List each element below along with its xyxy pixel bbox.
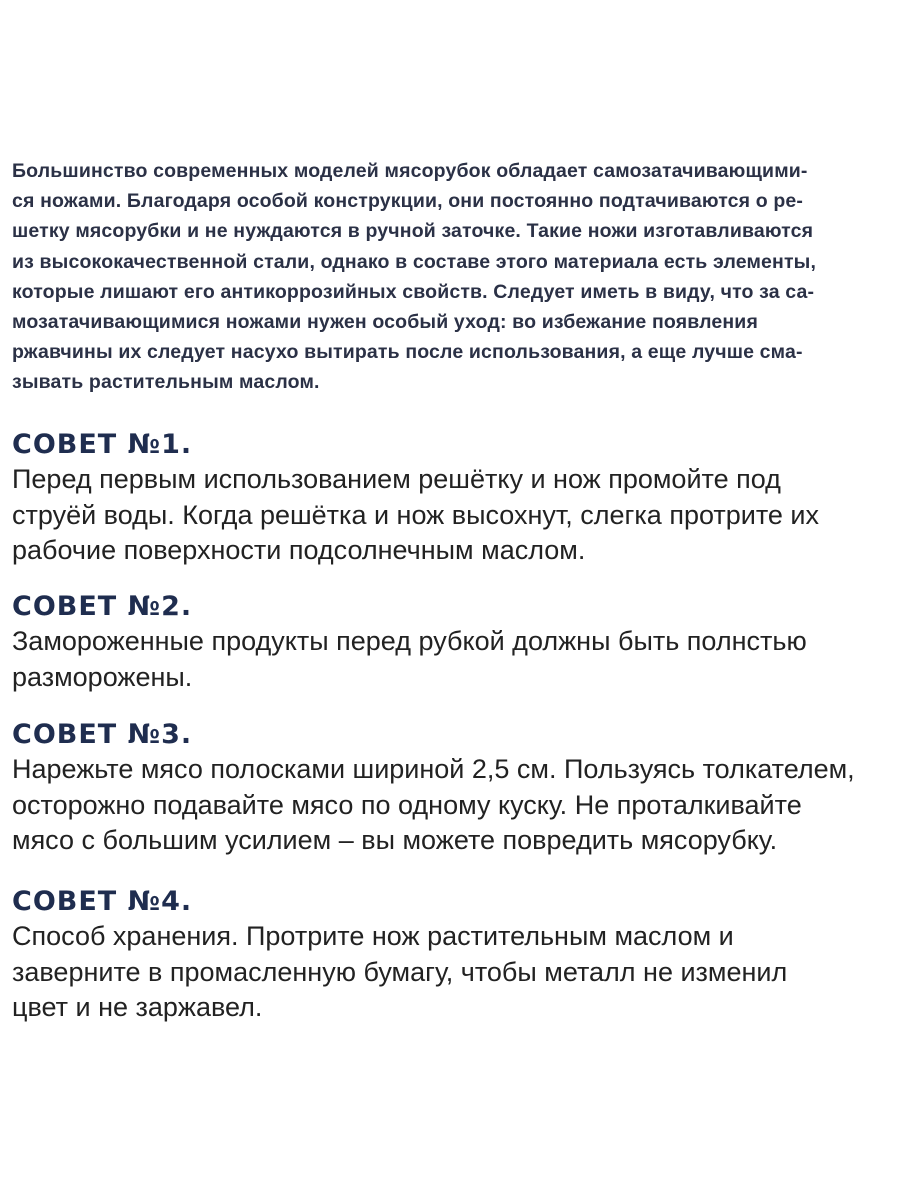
tip-line: осторожно подавайте мясо по одному куску. Не проталкивайте xyxy=(12,789,802,820)
tip-text-1 xyxy=(12,462,892,569)
tip-line: рабочие поверхности подсолнечным маслом. xyxy=(12,535,586,565)
tip-line: разморожены. xyxy=(12,661,193,692)
tip-text-4 xyxy=(12,919,892,1026)
intro-line: из высококачественной стали, однако в составе этого материала есть элементы, xyxy=(12,250,817,273)
tip-title-3: СОВЕТ №3. xyxy=(12,719,193,750)
tip-title-4: СОВЕТ №4. xyxy=(12,886,193,917)
intro-line: зывать растительным маслом. xyxy=(12,371,320,394)
intro-line: шетку мясорубки и не нуждаются в ручной заточке. Такие ножи изготавливаются xyxy=(12,220,814,243)
tip-line: Способ хранения. Протрите нож растительным маслом и xyxy=(12,921,734,951)
intro-paragraph xyxy=(12,156,890,398)
tip-line: Перед первым использованием решётку и нож промойте под xyxy=(12,464,781,494)
tip-title-1: СОВЕТ №1. xyxy=(12,429,193,460)
tip-section-4 xyxy=(12,887,892,1026)
intro-line: мозатачивающимися ножами нужен особый уход: во избежание появления xyxy=(12,311,758,334)
tip-text-2 xyxy=(12,624,892,695)
tip-section-2 xyxy=(12,592,892,695)
intro-line: которые лишают его антикоррозийных свойств. Следует иметь в виду, что за са- xyxy=(12,280,815,303)
tip-text-3 xyxy=(12,752,892,859)
tip-line: Нарежьте мясо полосками шириной 2,5 см. Пользуясь толкателем, xyxy=(12,754,855,784)
tip-line: струёй воды. Когда решётка и нож высохнут, слегка протрите их xyxy=(12,499,820,530)
tip-line: заверните в промасленную бумагу, чтобы металл не изменил xyxy=(12,956,788,987)
intro-line: Большинство современных моделей мясорубок обладает самозатачивающими- xyxy=(12,160,808,182)
tip-line: Замороженные продукты перед рубкой должны быть полнстью xyxy=(12,626,807,656)
tip-title-2: СОВЕТ №2. xyxy=(12,591,193,622)
intro-line: ся ножами. Благодаря особой конструкции, они постоянно подтачиваются о ре- xyxy=(12,190,804,213)
tip-line: цвет и не заржавел. xyxy=(12,992,263,1022)
tip-line: мясо с большим усилием – вы можете повредить мясорубку. xyxy=(12,825,778,855)
tip-section-1 xyxy=(12,430,892,569)
tip-section-3 xyxy=(12,720,892,859)
intro-line: ржавчины их следует насухо вытирать после использования, а еще лучше сма- xyxy=(12,341,803,364)
